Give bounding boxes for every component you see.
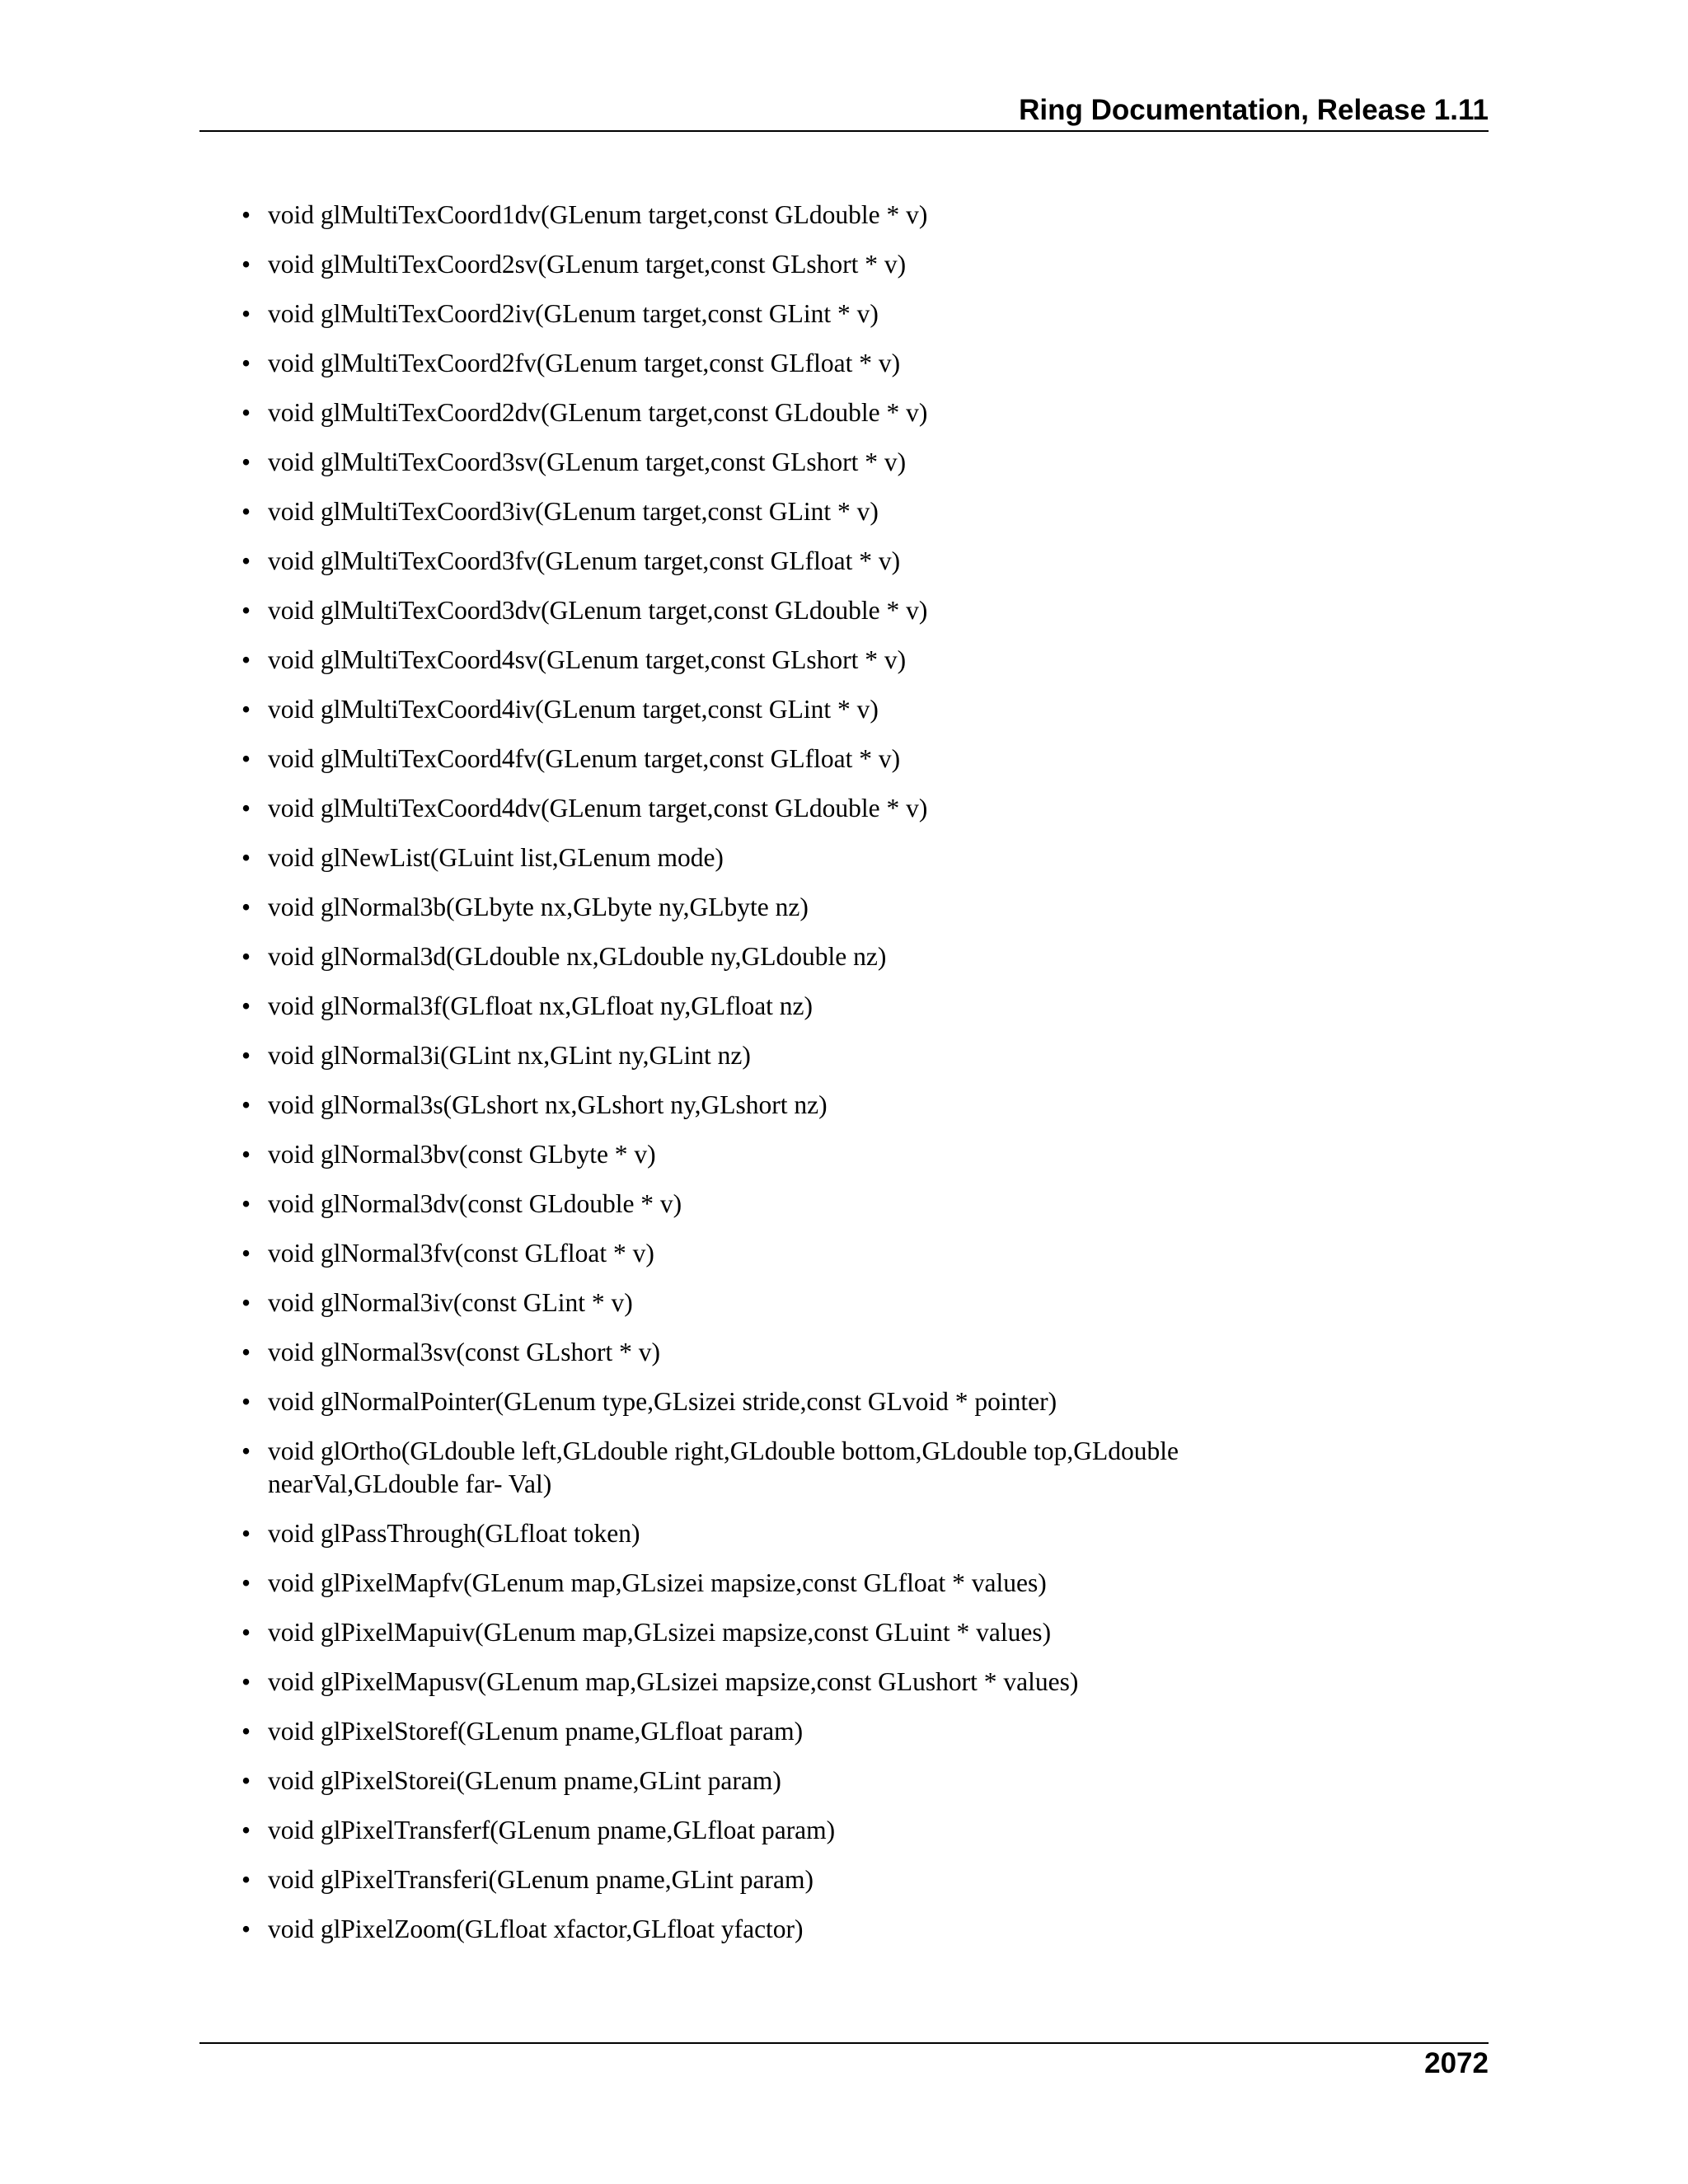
- function-signature: void glPixelMapfv(GLenum map,GLsizei mapsize,const GLfloat * values): [268, 1568, 1047, 1597]
- function-signature: void glMultiTexCoord2sv(GLenum target,const GLshort * v): [268, 250, 907, 279]
- bullet-icon: •: [241, 1865, 251, 1894]
- bullet-icon: •: [241, 1915, 251, 1943]
- list-item: [0, 1715, 1220, 1748]
- function-signature: void glOrtho(GLdouble left,GLdouble right,GLdouble bottom,GLdouble top,GLdouble nearVal,GLdouble far- Val): [268, 1436, 1179, 1498]
- bullet-icon: •: [241, 893, 251, 921]
- list-item: [0, 940, 1220, 973]
- list-item: [0, 1567, 1220, 1600]
- list-item: [0, 693, 1220, 726]
- list-item: [0, 990, 1220, 1023]
- bullet-icon: •: [241, 1667, 251, 1696]
- list-item: [0, 1188, 1220, 1221]
- bullet-icon: •: [241, 1766, 251, 1795]
- list-item: [0, 1237, 1220, 1270]
- list-item: [0, 1913, 1220, 1946]
- function-signature: void glNormal3b(GLbyte nx,GLbyte ny,GLbyte nz): [268, 893, 809, 921]
- bullet-icon: •: [241, 497, 251, 526]
- bullet-icon: •: [241, 1436, 251, 1465]
- function-signature: void glMultiTexCoord4dv(GLenum target,const GLdouble * v): [268, 794, 928, 823]
- bullet-icon: •: [241, 1618, 251, 1647]
- function-signature: void glPixelMapusv(GLenum map,GLsizei mapsize,const GLushort * values): [268, 1667, 1079, 1696]
- function-signature: void glNormal3fv(const GLfloat * v): [268, 1239, 654, 1268]
- function-signature: void glNormalPointer(GLenum type,GLsizei stride,const GLvoid * pointer): [268, 1387, 1057, 1416]
- list-item: [0, 495, 1220, 528]
- list-item: [0, 1863, 1220, 1896]
- function-signature: void glMultiTexCoord3iv(GLenum target,const GLint * v): [268, 497, 879, 526]
- function-signature: void glNormal3sv(const GLshort * v): [268, 1338, 660, 1366]
- bullet-icon: •: [241, 1568, 251, 1597]
- bullet-icon: •: [241, 349, 251, 377]
- function-signature: void glMultiTexCoord2iv(GLenum target,const GLint * v): [268, 299, 879, 328]
- function-signature: void glNewList(GLuint list,GLenum mode): [268, 843, 724, 872]
- header-rule: [199, 130, 1489, 132]
- list-item: [0, 841, 1220, 874]
- bullet-icon: •: [241, 250, 251, 279]
- function-signature: void glPixelZoom(GLfloat xfactor,GLfloat yfactor): [268, 1915, 804, 1943]
- function-signature: void glPassThrough(GLfloat token): [268, 1519, 640, 1548]
- function-signature: void glNormal3iv(const GLint * v): [268, 1288, 633, 1317]
- function-signature: void glNormal3s(GLshort nx,GLshort ny,GLshort nz): [268, 1090, 828, 1119]
- bullet-icon: •: [241, 1717, 251, 1746]
- bullet-icon: •: [241, 695, 251, 724]
- bullet-icon: •: [241, 1519, 251, 1548]
- list-item: [0, 199, 1220, 232]
- function-signature: void glMultiTexCoord3dv(GLenum target,const GLdouble * v): [268, 596, 928, 625]
- bullet-icon: •: [241, 299, 251, 328]
- bullet-icon: •: [241, 546, 251, 575]
- bullet-icon: •: [241, 1816, 251, 1844]
- list-item: [0, 347, 1220, 380]
- bullet-icon: •: [241, 942, 251, 971]
- list-item: [0, 396, 1220, 429]
- list-item: [0, 644, 1220, 677]
- function-signature: void glNormal3f(GLfloat nx,GLfloat ny,GLfloat nz): [268, 991, 814, 1020]
- list-item: [0, 1666, 1220, 1699]
- bullet-icon: •: [241, 1288, 251, 1317]
- bullet-icon: •: [241, 1189, 251, 1218]
- bullet-icon: •: [241, 645, 251, 674]
- function-signature: void glMultiTexCoord2fv(GLenum target,const GLfloat * v): [268, 349, 901, 377]
- function-signature: void glMultiTexCoord4sv(GLenum target,const GLshort * v): [268, 645, 907, 674]
- list-item: [0, 545, 1220, 578]
- bullet-icon: •: [241, 596, 251, 625]
- bullet-icon: •: [241, 1387, 251, 1416]
- bullet-icon: •: [241, 200, 251, 229]
- list-item: [0, 446, 1220, 479]
- function-signature: void glPixelMapuiv(GLenum map,GLsizei mapsize,const GLuint * values): [268, 1618, 1052, 1647]
- list-item: [0, 1385, 1220, 1418]
- function-signature: void glNormal3bv(const GLbyte * v): [268, 1140, 656, 1169]
- bullet-icon: •: [241, 398, 251, 427]
- function-signature: void glMultiTexCoord2dv(GLenum target,const GLdouble * v): [268, 398, 928, 427]
- list-item: [0, 1814, 1220, 1847]
- bullet-icon: •: [241, 1140, 251, 1169]
- list-item: [0, 1765, 1220, 1797]
- function-signature: void glNormal3dv(const GLdouble * v): [268, 1189, 682, 1218]
- list-item: [0, 1039, 1220, 1072]
- list-item: [0, 1435, 1220, 1501]
- bullet-icon: •: [241, 1338, 251, 1366]
- function-signature: void glPixelTransferf(GLenum pname,GLfloat param): [268, 1816, 836, 1844]
- bullet-icon: •: [241, 843, 251, 872]
- list-item: [0, 1286, 1220, 1319]
- function-signature: void glNormal3i(GLint nx,GLint ny,GLint nz): [268, 1041, 751, 1070]
- list-item: [0, 594, 1220, 627]
- bullet-icon: •: [241, 794, 251, 823]
- function-signature: void glNormal3d(GLdouble nx,GLdouble ny,GLdouble nz): [268, 942, 887, 971]
- page-number: 2072: [1424, 2047, 1489, 2079]
- list-item: [0, 1517, 1220, 1550]
- function-signature: void glPixelStoref(GLenum pname,GLfloat param): [268, 1717, 804, 1746]
- list-item: [0, 1138, 1220, 1171]
- function-signature: void glPixelTransferi(GLenum pname,GLint param): [268, 1865, 814, 1894]
- function-signature: void glMultiTexCoord4iv(GLenum target,const GLint * v): [268, 695, 879, 724]
- function-list: [0, 199, 1688, 1962]
- bullet-icon: •: [241, 744, 251, 773]
- bullet-icon: •: [241, 1090, 251, 1119]
- function-signature: void glMultiTexCoord4fv(GLenum target,const GLfloat * v): [268, 744, 901, 773]
- page-header-title: Ring Documentation, Release 1.11: [1019, 94, 1489, 126]
- bullet-icon: •: [241, 1239, 251, 1268]
- footer-rule: [199, 2042, 1489, 2044]
- function-signature: void glMultiTexCoord3sv(GLenum target,const GLshort * v): [268, 448, 907, 476]
- list-item: [0, 1336, 1220, 1369]
- function-signature: void glMultiTexCoord3fv(GLenum target,const GLfloat * v): [268, 546, 901, 575]
- list-item: [0, 298, 1220, 330]
- list-item: [0, 1616, 1220, 1649]
- function-signature: void glPixelStorei(GLenum pname,GLint param): [268, 1766, 781, 1795]
- list-item: [0, 743, 1220, 776]
- list-item: [0, 248, 1220, 281]
- list-item: [0, 891, 1220, 924]
- bullet-icon: •: [241, 991, 251, 1020]
- bullet-icon: •: [241, 448, 251, 476]
- list-item: [0, 1089, 1220, 1122]
- list-item: [0, 792, 1220, 825]
- function-signature: void glMultiTexCoord1dv(GLenum target,const GLdouble * v): [268, 200, 928, 229]
- bullet-icon: •: [241, 1041, 251, 1070]
